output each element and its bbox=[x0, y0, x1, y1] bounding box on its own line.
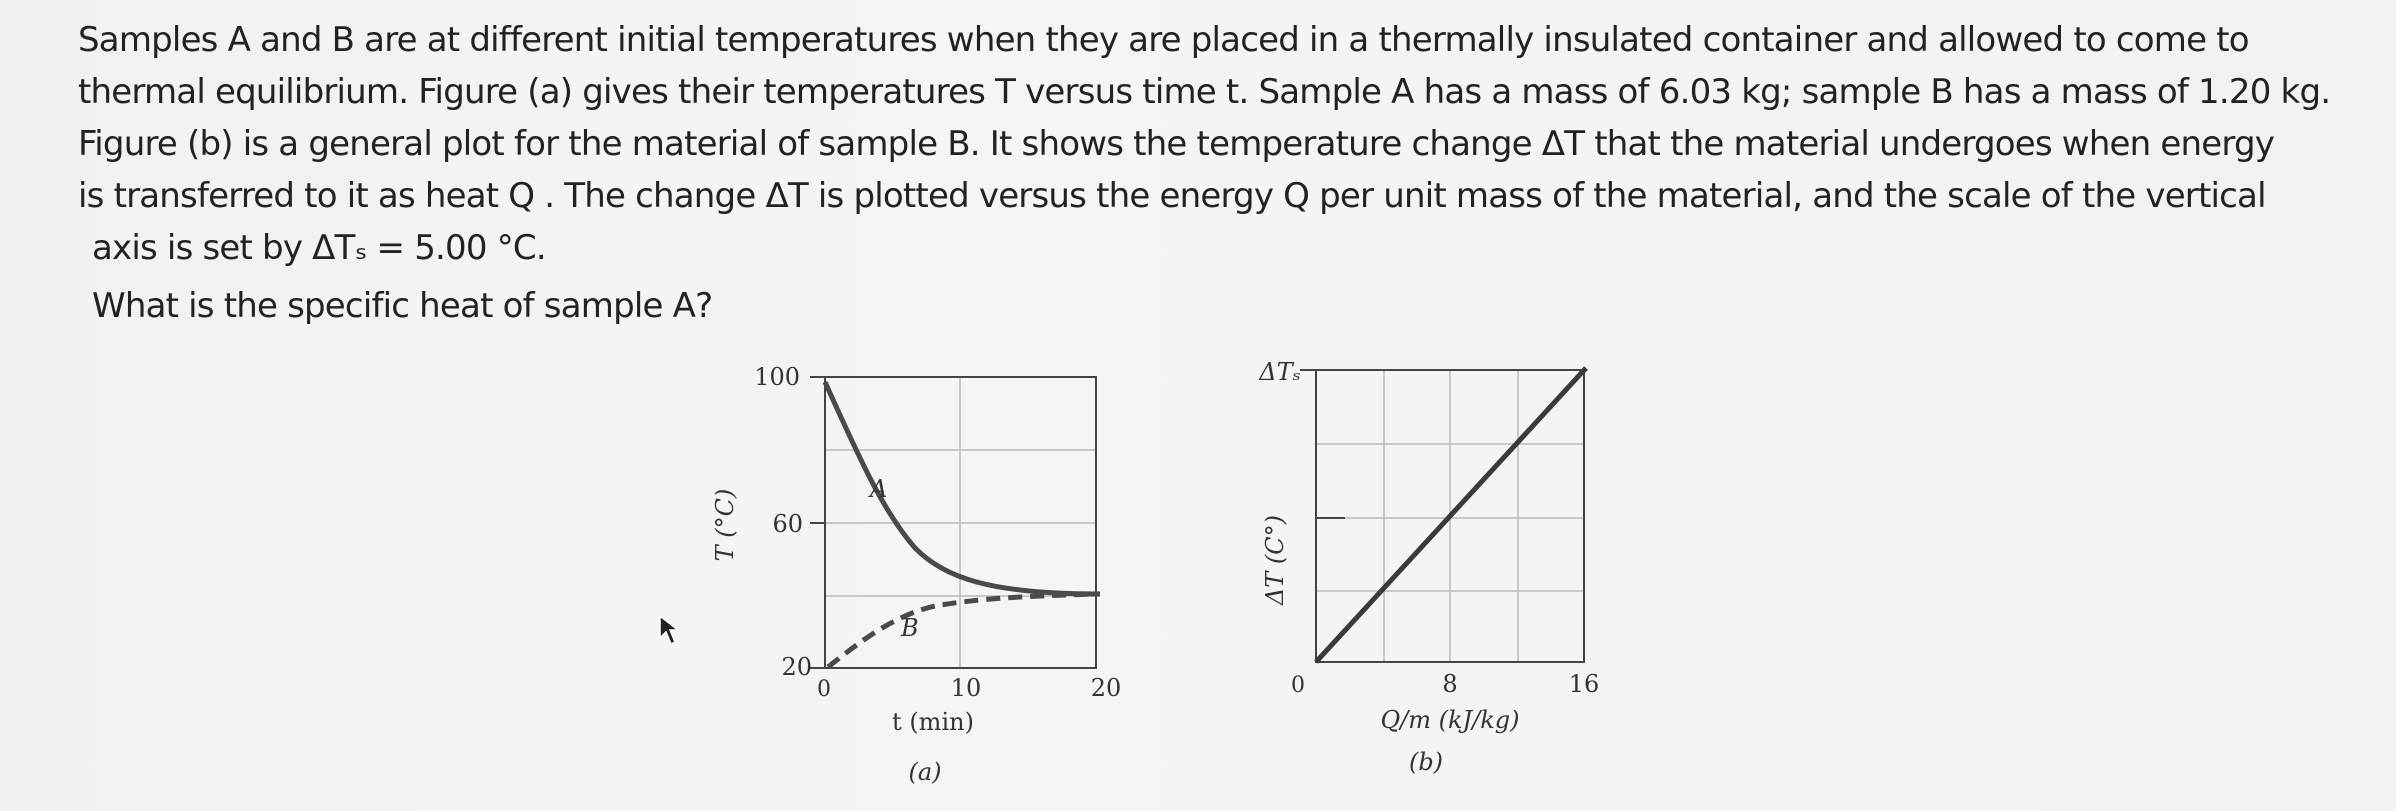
curve-a-label: A bbox=[870, 475, 888, 503]
figure-b-ylabel: ΔT (C°) bbox=[1261, 514, 1289, 606]
figure-a-grid bbox=[825, 377, 1096, 668]
figure-b-xlabel: Q/m (kJ/kg) bbox=[1380, 706, 1520, 734]
curve-b-label: B bbox=[901, 614, 919, 642]
figure-b-caption: (b) bbox=[1408, 748, 1444, 776]
figure-a-xlabel: t (min) bbox=[892, 708, 974, 736]
figure-b-xtick-8: 8 bbox=[1442, 670, 1458, 698]
figure-a-xtick-0: 0 bbox=[817, 677, 831, 702]
figure-a-caption: (a) bbox=[908, 758, 942, 786]
figure-a-xtick-20: 20 bbox=[1090, 674, 1122, 702]
problem-line-4: is transferred to it as heat Q . The change ΔT is plotted versus the energy Q per unit mass of the material, and the scale of the vertical bbox=[78, 176, 2266, 216]
figure-a-ytick-20: 20 bbox=[781, 653, 812, 681]
curve-a bbox=[825, 382, 1100, 594]
curve-b bbox=[828, 594, 1100, 667]
figure-b bbox=[1258, 358, 1599, 776]
question-text: What is the specific heat of sample A? bbox=[92, 286, 713, 326]
figure-a-ytick-60: 60 bbox=[772, 510, 803, 538]
figure-b-xtick-16: 16 bbox=[1568, 670, 1600, 698]
figure-a bbox=[711, 363, 1121, 786]
figure-a-xtick-10: 10 bbox=[950, 674, 982, 702]
figure-a-ytick-100: 100 bbox=[754, 363, 800, 391]
figure-a-yticks bbox=[810, 377, 825, 668]
figure-a-ylabel: T (°C) bbox=[711, 488, 739, 562]
problem-line-5: axis is set by ΔTₛ = 5.00 °C. bbox=[92, 228, 546, 268]
problem-line-1: Samples A and B are at different initial temperatures when they are placed in a thermally insulated container and allowed to come to bbox=[78, 20, 2249, 60]
figure-b-ytop-label: ΔTₛ bbox=[1259, 358, 1301, 386]
problem-line-2: thermal equilibrium. Figure (a) gives their temperatures T versus time t. Sample A has a mass of 6.03 kg; sample B has a mass of 1.20 kg. bbox=[78, 72, 2331, 112]
problem-line-3: Figure (b) is a general plot for the material of sample B. It shows the temperature change ΔT that the material undergoes when energy bbox=[78, 124, 2275, 164]
figure-b-line bbox=[1316, 368, 1586, 662]
arrow-pointer-icon bbox=[658, 614, 688, 653]
figure-b-xtick-0: 0 bbox=[1291, 673, 1305, 698]
